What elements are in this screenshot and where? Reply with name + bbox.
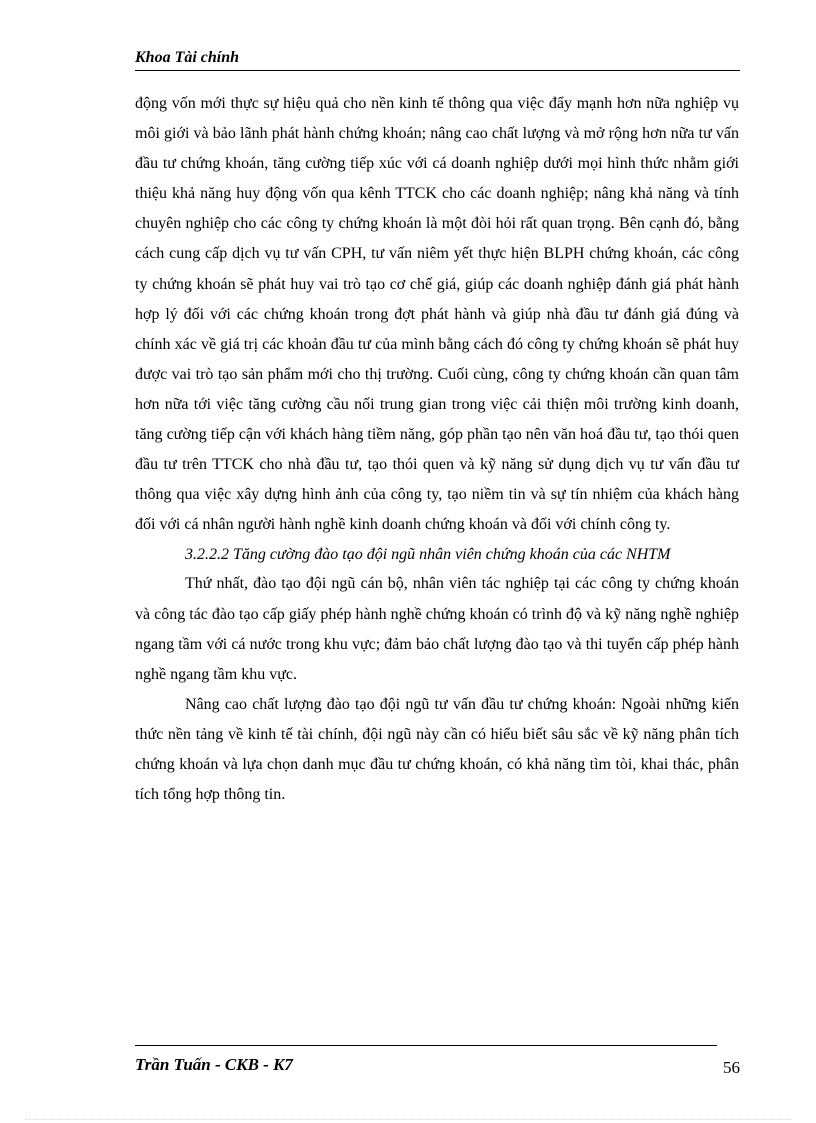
footer-divider: [135, 1045, 717, 1046]
body-paragraph-3: Nâng cao chất lượng đào tạo đội ngũ tư vấn đầu tư chứng khoán: Ngoài những kiến thức nền tảng về kinh tế tài chính, đội ngũ này cần có hiểu biết sâu sắc về kỹ năng phân tích chứng khoán và lựa chọn danh mục đầu tư chứng khoán, có khả năng tìm tòi, khai thác, phân tích tổng hợp thông tin.: [135, 695, 739, 804]
header-divider: [135, 70, 740, 71]
footer-author: Trần Tuấn - CKB - K7: [135, 1055, 293, 1074]
page-body: [135, 89, 739, 810]
page-bottom-edge: [25, 1119, 791, 1120]
section-subheading: 3.2.2.2 Tăng cường đào tạo đội ngũ nhân viên chứng khoán của các NHTM: [185, 546, 671, 564]
body-paragraph-1: động vốn mới thực sự hiệu quả cho nền kinh tế thông qua việc đẩy mạnh hơn nữa nghiệp vụ môi giới và bảo lãnh phát hành chứng khoán; nâng cao chất lượng và mở rộng hơn nữa tư vấn đầu tư chứng khoán, tăng cường tiếp xúc với cá doanh nghiệp dưới mọi hình thức nhằm giới thiệu khả năng huy động vốn qua kênh TTCK cho các doanh nghiệp; nâng khả năng và tính chuyên nghiệp cho các công ty chứng khoán là một đòi hỏi rất quan trọng. Bên cạnh đó, bằng cách cung cấp dịch vụ tư vấn CPH, tư vấn niêm yết thực hiện BLPH chứng khoán, các công ty chứng khoán sẽ phát huy vai trò tạo cơ chế giá, giúp các doanh nghiệp đánh giá phát hành hợp lý đối với các chứng khoán trong đợt phát hành và giúp nhà đầu tư đánh giá đúng và chính xác về giá trị các khoản đầu tư của mình bằng cách đó công ty chứng khoán sẽ phát huy được vai trò tạo sản phẩm mới cho thị trường. Cuối cùng, công ty chứng khoán cần quan tâm hơn nữa tới việc tăng cường cầu nối trung gian trong việc cải thiện môi trường kinh doanh, tăng cường tiếp cận với khách hàng tiềm năng, góp phần tạo nên văn hoá đầu tư, tạo thói quen đầu tư trên TTCK cho nhà đầu tư, tạo thói quen và kỹ năng sử dụng dịch vụ tư vấn đầu tư thông qua việc xây dựng hình ảnh của công ty, tạo niềm tin và sự tín nhiệm của khách hàng đối với cá nhân người hành nghề kinh doanh chứng khoán và đối với chính công ty.: [135, 95, 739, 534]
body-paragraph-2: Thứ nhất, đào tạo đội ngũ cán bộ, nhân viên tác nghiệp tại các công ty chứng khoán và công tác đào tạo cấp giấy phép hành nghề chứng khoán có trình độ và kỹ năng nghề nghiệp ngang tầm với cá nước trong khu vực; đảm bảo chất lượng đào tạo và thi tuyển cấp phép hành nghề ngang tầm khu vực.: [135, 575, 739, 683]
page-number: 56: [723, 1058, 740, 1077]
header-title: Khoa Tài chính: [135, 49, 240, 66]
